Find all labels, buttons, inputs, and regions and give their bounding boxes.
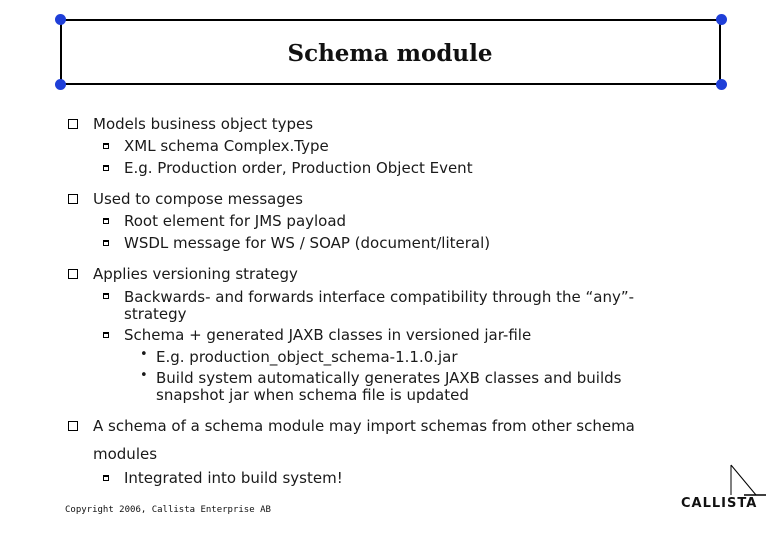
sub-bullet-text: Schema + generated JAXB classes in versioned jar-file [124, 326, 532, 344]
callista-logo [681, 462, 771, 512]
bullet-text: Applies versioning strategy [93, 265, 298, 283]
dot-bullet-icon: • [140, 368, 148, 383]
bullet-text-continuation: modules [93, 445, 158, 463]
sub-bullet-icon [103, 293, 109, 299]
corner-handle-bottom-right[interactable] [716, 79, 727, 90]
sub-bullet-text: XML schema Complex.Type [124, 137, 329, 155]
slide-title: Schema module [287, 40, 493, 67]
bullet-square-icon [68, 194, 78, 204]
sub-bullet-text: WSDL message for WS / SOAP (document/literal) [124, 234, 491, 252]
footer-copyright: Copyright 2006, Callista Enterprise AB [65, 505, 271, 515]
sub-bullet-icon [103, 475, 109, 481]
sub-bullet-text: Root element for JMS payload [124, 212, 347, 230]
sub-sub-bullet-text: Build system automatically generates JAXB classes and builds [156, 369, 622, 387]
corner-handle-top-right[interactable] [716, 14, 727, 25]
sub-bullet-icon [103, 240, 109, 246]
sub-bullet-text: E.g. Production order, Production Object Event [124, 159, 473, 177]
logo-text: CALLISTA [681, 496, 758, 511]
bullet-square-icon [68, 119, 78, 129]
sub-bullet-icon [103, 143, 109, 149]
sub-bullet-text: Integrated into build system! [124, 469, 343, 487]
bullet-text: Used to compose messages [93, 190, 303, 208]
bullet-text: Models business object types [93, 115, 314, 133]
sub-bullet-icon [103, 165, 109, 171]
corner-handle-top-left[interactable] [55, 14, 66, 25]
sub-bullet-text: Backwards- and forwards interface compatibility through the “any”- [124, 288, 635, 306]
sub-bullet-icon [103, 218, 109, 224]
bullet-square-icon [68, 421, 78, 431]
sub-bullet-icon [103, 332, 109, 338]
bullet-square-icon [68, 269, 78, 279]
sub-sub-bullet-text: E.g. production_object_schema-1.1.0.jar [156, 348, 458, 366]
sub-bullet-text-continuation: strategy [124, 305, 187, 323]
bullet-text: A schema of a schema module may import schemas from other schema [93, 417, 635, 435]
corner-handle-bottom-left[interactable] [55, 79, 66, 90]
dot-bullet-icon: • [140, 347, 148, 362]
sub-sub-bullet-text-continuation: snapshot jar when schema file is updated [156, 386, 469, 404]
